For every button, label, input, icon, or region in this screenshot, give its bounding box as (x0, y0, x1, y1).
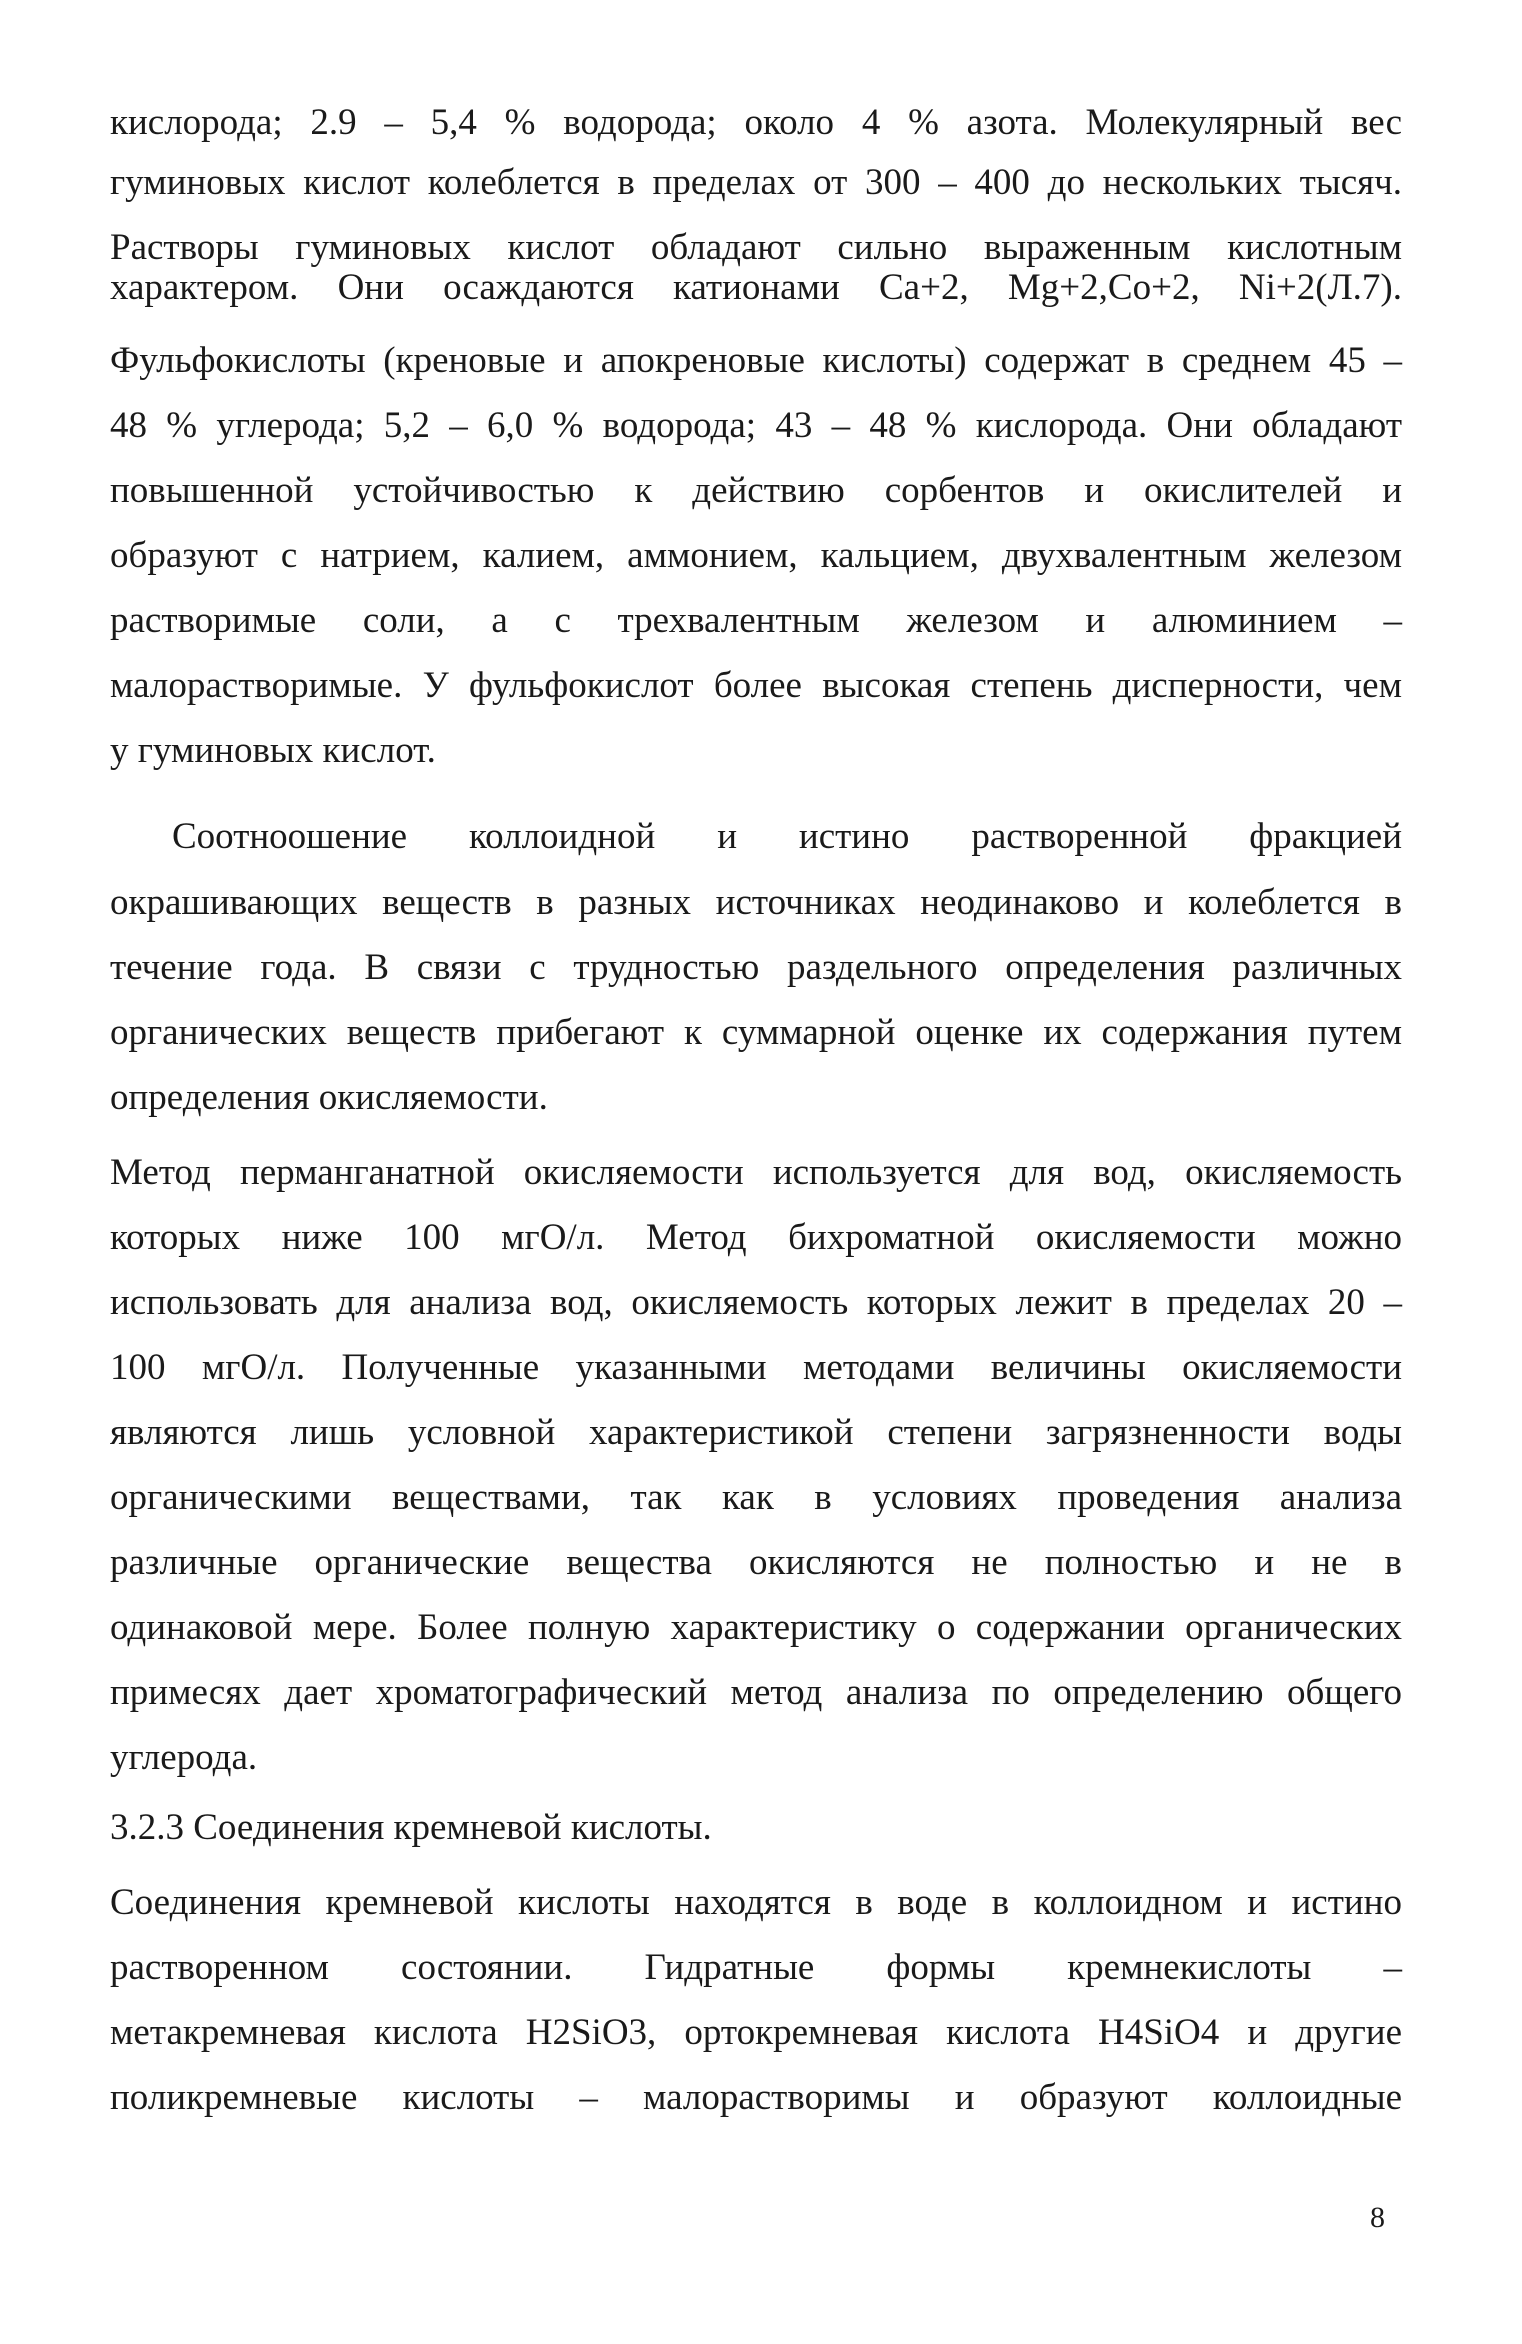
text-line: малорастворимые. У фульфокислот более высокая степень дисперности, чем (110, 665, 1402, 706)
text-line: кислорода; 2.9 – 5,4 % водорода; около 4 % азота. Молекулярный вес (110, 102, 1402, 143)
text-line: Растворы гуминовых кислот обладают сильно выраженным кислотным (110, 227, 1402, 268)
text-line: растворенном состоянии. Гидратные формы кремнекислоты – (110, 1947, 1402, 1988)
text-line: являются лишь условной характеристикой степени загрязненности воды (110, 1412, 1402, 1453)
text-line: различные органические вещества окисляются не полностью и не в (110, 1542, 1402, 1583)
text-line: которых ниже 100 мгО/л. Метод бихроматной окисляемости можно (110, 1217, 1402, 1258)
text-line: течение года. В связи с трудностью раздельного определения различных (110, 947, 1402, 988)
section-heading: 3.2.3 Соединения кремневой кислоты. (110, 1807, 712, 1848)
text-line: Соотноошение коллоидной и истино растворенной фракцией (172, 816, 1402, 857)
text-line: углерода. (110, 1737, 258, 1778)
text-line: Метод перманганатной окисляемости используется для вод, окисляемость (110, 1152, 1402, 1193)
page-number: 8 (1370, 2201, 1385, 2234)
text-line: характером. Они осаждаются катионами Ca+2, Mg+2,Co+2, Ni+2(Л.7). (110, 267, 1402, 308)
text-line: гуминовых кислот колеблется в пределах от 300 – 400 до нескольких тысяч. (110, 162, 1402, 203)
text-line: одинаковой мере. Более полную характеристику о содержании органических (110, 1607, 1402, 1648)
text-line: растворимые соли, а с трехвалентным железом и алюминием – (110, 600, 1402, 641)
text-line: примесях дает хроматографический метод анализа по определению общего (110, 1672, 1402, 1713)
text-line: органическими веществами, так как в условиях проведения анализа (110, 1477, 1402, 1518)
text-line: поликремневые кислоты – малорастворимы и образуют коллоидные (110, 2077, 1402, 2118)
text-line: повышенной устойчивостью к действию сорбентов и окислителей и (110, 470, 1402, 511)
text-line: органических веществ прибегают к суммарной оценке их содержания путем (110, 1012, 1402, 1053)
text-line: метакремневая кислота H2SiO3, ортокремневая кислота H4SiO4 и другие (110, 2012, 1402, 2053)
text-line: окрашивающих веществ в разных источниках неодинаково и колеблется в (110, 882, 1402, 923)
text-line: Соединения кремневой кислоты находятся в воде в коллоидном и истино (110, 1882, 1402, 1923)
text-line: определения окисляемости. (110, 1077, 548, 1118)
text-line: 48 % углерода; 5,2 – 6,0 % водорода; 43 – 48 % кислорода. Они обладают (110, 405, 1402, 446)
text-line: использовать для анализа вод, окисляемость которых лежит в пределах 20 – (110, 1282, 1402, 1323)
text-line: 100 мгО/л. Полученные указанными методами величины окисляемости (110, 1347, 1402, 1388)
text-line: у гуминовых кислот. (110, 730, 436, 771)
text-line: образуют с натрием, калием, аммонием, кальцием, двухвалентным железом (110, 535, 1402, 576)
text-line: Фульфокислоты (креновые и апокреновые кислоты) содержат в среднем 45 – (110, 340, 1402, 381)
